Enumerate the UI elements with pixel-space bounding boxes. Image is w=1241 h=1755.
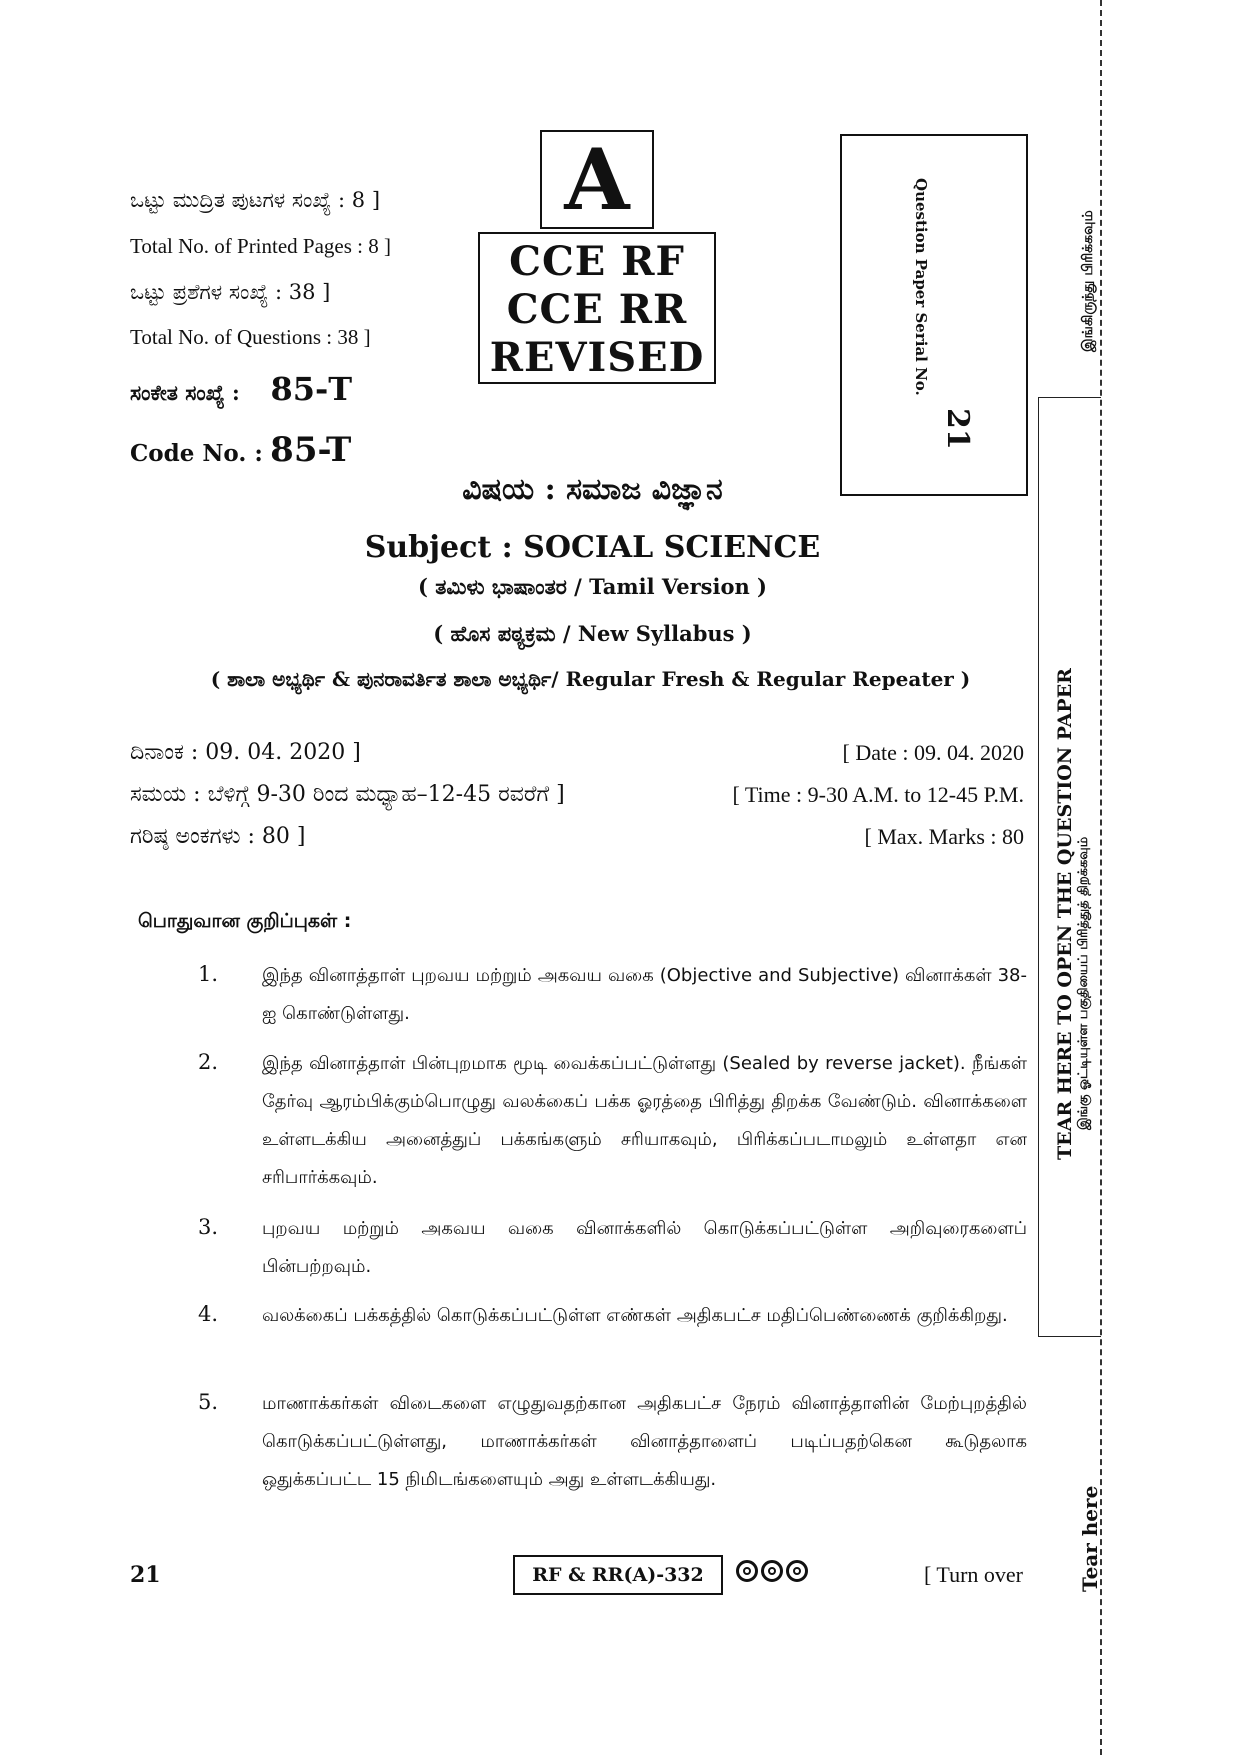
triple-circle-icon xyxy=(736,1560,808,1582)
candidate-type-line: ( ಶಾಲಾ ಅಭ್ಯರ್ಥಿ & ಪುನರಾವರ್ತಿತ ಶಾಲಾ ಅಭ್ಯರ್ಥಿ/ Regular Fresh & Regular Repeater ) xyxy=(210,667,971,691)
cce-box xyxy=(478,232,716,384)
code-number-kannada xyxy=(130,370,352,408)
instruction-number: 5. xyxy=(198,1390,219,1414)
subject-kannada: ವಿಷಯ : ಸಮಾಜ ವಿಜ್ಞಾನ xyxy=(462,472,723,507)
date-english: [ Date : 09. 04. 2020 xyxy=(842,740,1024,765)
marks-kannada: ಗರಿಷ್ಠ ಅಂಕಗಳು : 80 ] xyxy=(130,824,306,849)
marks-english: [ Max. Marks : 80 xyxy=(864,824,1024,849)
cce-line-3: REVISED xyxy=(489,334,705,381)
instruction-number: 1. xyxy=(198,962,219,986)
instruction-text: புறவய மற்றும் அகவய வகை வினாக்களில் கொடுக்கப்பட்டுள்ள அறிவுரைகளைப் பின்பற்றவும். xyxy=(262,1218,1027,1277)
paper-code-box: RF & RR(A)-332 xyxy=(513,1555,723,1595)
code-english-label: Code No. : xyxy=(130,440,263,467)
date-kannada: ದಿನಾಂಕ : 09. 04. 2020 ] xyxy=(130,740,361,765)
questions-count-english: Total No. of Questions : 38 ] xyxy=(130,325,371,349)
code-number-english xyxy=(130,430,351,470)
serial-number-value: 21 xyxy=(940,408,975,450)
subject-english: Subject : SOCIAL SCIENCE xyxy=(364,530,821,565)
instruction-number: 2. xyxy=(198,1050,219,1074)
syllabus-line: ( ಹೊಸ ಪಠ್ಯಕ್ರಮ / New Syllabus ) xyxy=(433,621,752,646)
instructions-title: பொதுவான குறிப்புகள் : xyxy=(138,910,352,932)
cce-line-2: CCE RR xyxy=(506,286,688,333)
version-line: ( ತಮಿಳು ಭಾಷಾಂತರ / Tamil Version ) xyxy=(418,574,767,599)
instruction-text: இந்த வினாத்தாள் பின்புறமாக மூடி வைக்கப்பட்டுள்ளது (Sealed by reverse jacket). நீங்கள் தேர்வு ஆரம்பிக்கும்பொழுது வலக்கைப் பக்க ஓரத்தை பிரித்து திறக்க வேண்டும். வினாக்களை உள்ளடக்கிய அனைத்துப் பக்கங்களும் சரியாகவும், பிரிக்கப்படாமலும் உள்ளதா என சரிபார்க்கவும். xyxy=(262,1053,1027,1188)
tear-instruction-english: TEAR HERE TO OPEN THE QUESTION PAPER xyxy=(1054,668,1076,1160)
instruction-text: மாணாக்கர்கள் விடைகளை எழுதுவதற்கான அதிகபட்ச நேரம் வினாத்தாளின் மேற்புறத்தில் கொடுக்கப்பட்டுள்ளது, மாணாக்கர்கள் வினாத்தாளைப் படிப்பதற்கென கூடுதலாக ஒதுக்கப்பட்ட 15 நிமிடங்களையும் அது உள்ளடக்கியது. xyxy=(262,1393,1027,1490)
footer-serial: 21 xyxy=(130,1562,161,1588)
instruction-number: 4. xyxy=(198,1302,219,1326)
code-english-value: 85-T xyxy=(270,430,352,470)
time-kannada: ಸಮಯ : ಬೆಳಿಗ್ಗೆ 9-30 ರಿಂದ ಮಧ್ಯಾಹ–12-45 ರವರೆಗೆ ] xyxy=(130,782,565,807)
serial-number-label: Question Paper Serial No. xyxy=(912,178,930,396)
serial-number-box xyxy=(840,134,1028,496)
cce-line-1: CCE RF xyxy=(509,238,685,285)
turn-over-label: [ Turn over xyxy=(924,1562,1024,1587)
circle-icon xyxy=(736,1560,758,1582)
time-english: [ Time : 9-30 A.M. to 12-45 P.M. xyxy=(732,782,1024,807)
printed-pages-kannada: ಒಟ್ಟು ಮುದ್ರಿತ ಪುಟಗಳ ಸಂಖ್ಯೆ : 8 ] xyxy=(130,188,381,212)
code-kannada-value: 85-T xyxy=(270,370,353,408)
circle-icon xyxy=(761,1560,783,1582)
tear-top-tamil: இங்கிருந்து பிரிக்கவும் xyxy=(1080,210,1096,352)
version-letter-box: A xyxy=(540,130,654,229)
questions-count-kannada: ಒಟ್ಟು ಪ್ರಶೆಗಳ ಸಂಖ್ಯೆ : 38 ] xyxy=(130,280,331,304)
instruction-number: 3. xyxy=(198,1215,219,1239)
tear-instruction-tamil: இங்கு ஓட்டியுள்ள பகுதியைப் பிரித்துத் திறக்கவும் xyxy=(1076,836,1091,1130)
instruction-text: இந்த வினாத்தாள் புறவய மற்றும் அகவய வகை (Objective and Subjective) வினாக்கள் 38-ஐ கொண்டுள்ளது. xyxy=(262,965,1027,1024)
code-kannada-label: ಸಂಕೇತ ಸಂಖ್ಯೆ : xyxy=(130,380,240,405)
printed-pages-english: Total No. of Printed Pages : 8 ] xyxy=(130,234,391,258)
instruction-text: வலக்கைப் பக்கத்தில் கொடுக்கப்பட்டுள்ள எண்கள் அதிகபட்ச மதிப்பெண்ணைக் குறிக்கிறது. xyxy=(262,1305,1008,1326)
tear-here-label: Tear here xyxy=(1078,1485,1102,1592)
circle-icon xyxy=(786,1560,808,1582)
